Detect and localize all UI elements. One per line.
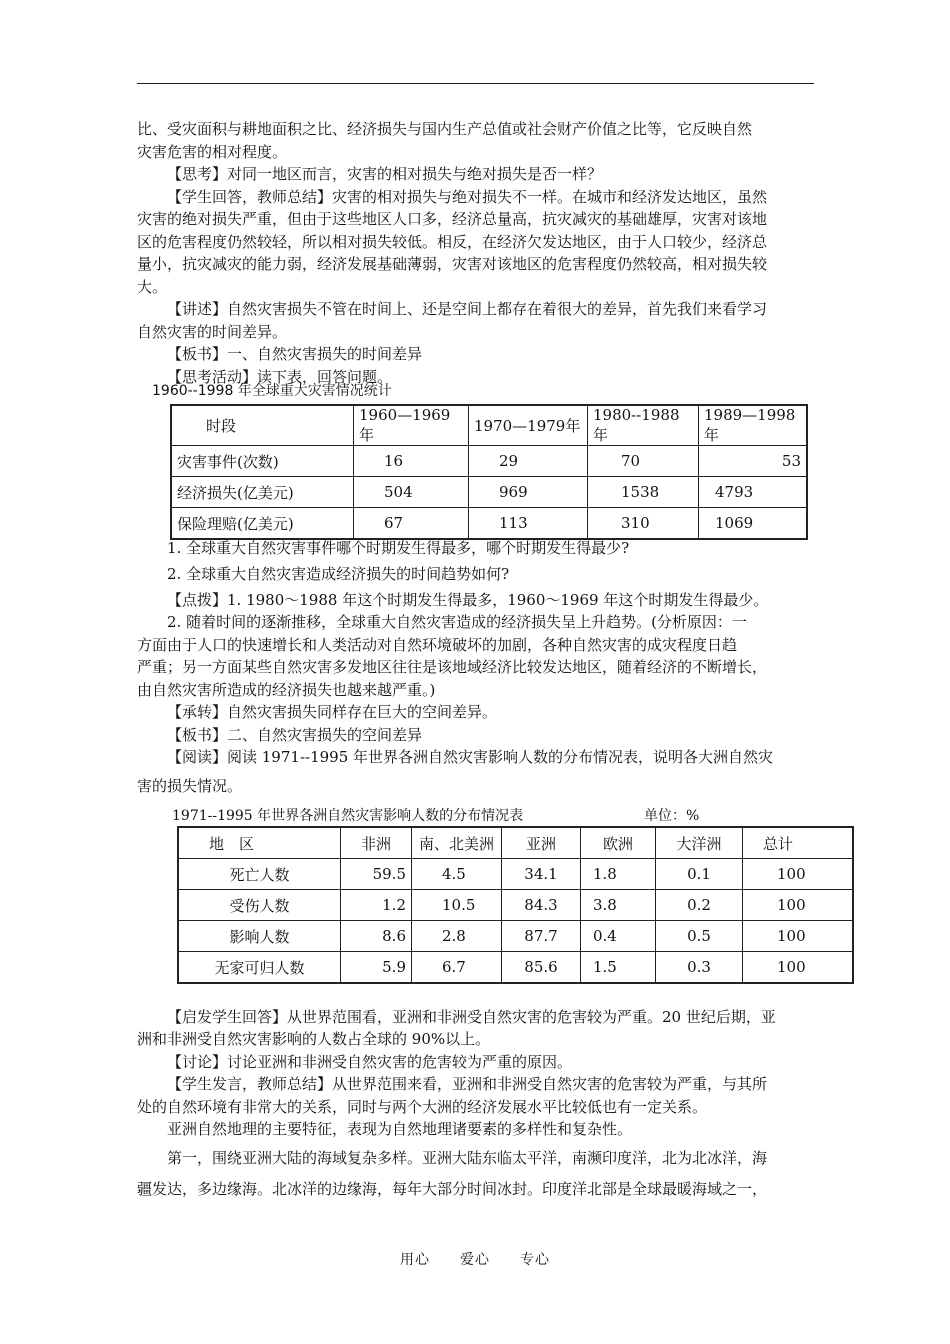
table-cell: 10.5	[412, 890, 502, 921]
hint-line: 方面由于人口的快速增长和人类活动对自然环境破坏的加剧，各种自然灾害的成灾程度日趋	[137, 636, 738, 654]
table-cell: 0.5	[656, 921, 743, 952]
continent-impact-table	[177, 826, 854, 984]
table-header-cell: 1960—1969年	[354, 405, 469, 446]
table-row	[171, 508, 807, 540]
table-cell: 100	[743, 859, 854, 890]
table-header-cell: 大洋洲	[656, 827, 743, 859]
paragraph-line: 比、受灾面积与耕地面积之比、经济损失与国内生产总值或社会财产价值之比等，它反映自然	[137, 120, 753, 138]
table-cell: 29	[469, 446, 588, 477]
table-cell: 1.2	[341, 890, 412, 921]
table-cell: 504	[354, 477, 469, 508]
table1-title: 1960--1998 年全球重大灾害情况统计	[152, 383, 392, 399]
table-header-cell: 亚洲	[502, 827, 581, 859]
answer-line: 【学生回答，教师总结】灾害的相对损失与绝对损失不一样。在城市和经济发达地区，虽然	[167, 188, 768, 206]
table-cell: 受伤人数	[178, 890, 341, 921]
first-point-line: 疆发达，多边缘海。北冰洋的边缘海，每年大部分时间冰封。印度洋北部是全球最暖海域之一，	[137, 1180, 768, 1198]
table-cell: 100	[743, 952, 854, 984]
table-cell: 70	[588, 446, 699, 477]
table-cell: 8.6	[341, 921, 412, 952]
table-header-cell: 时段	[171, 405, 354, 446]
table-cell: 0.3	[656, 952, 743, 984]
table-cell: 59.5	[341, 859, 412, 890]
table-cell: 85.6	[502, 952, 581, 984]
table-header-cell: 1989—1998年	[699, 405, 808, 446]
table-header-cell: 1970—1979年	[469, 405, 588, 446]
table-cell: 1.8	[581, 859, 656, 890]
table-cell: 灾害事件(次数)	[171, 446, 354, 477]
table-cell: 310	[588, 508, 699, 540]
hint-line: 2. 随着时间的逐渐推移，全球重大自然灾害造成的经济损失呈上升趋势。(分析原因：一	[167, 613, 747, 631]
table-cell: 保险理赔(亿美元)	[171, 508, 354, 540]
table-cell: 16	[354, 446, 469, 477]
table-cell: 5.9	[341, 952, 412, 984]
table-row	[178, 890, 853, 921]
table-cell: 53	[699, 446, 808, 477]
paragraph-line: 灾害危害的相对程度。	[137, 143, 288, 161]
question-2: 2. 全球重大自然灾害造成经济损失的时间趋势如何?	[167, 565, 510, 583]
disaster-stats-table	[170, 404, 808, 540]
table-header-cell: 欧洲	[581, 827, 656, 859]
table-cell: 100	[743, 890, 854, 921]
table-header-row	[178, 827, 853, 859]
table-cell: 0.4	[581, 921, 656, 952]
table-cell: 经济损失(亿美元)	[171, 477, 354, 508]
activity-prompt: 【思考活动】读下表，回答问题。	[167, 368, 393, 386]
table2-title: 1971--1995 年世界各洲自然灾害影响人数的分布情况表	[172, 808, 524, 824]
table-header-cell: 地 区	[178, 827, 341, 859]
inspire-line: 洲和非洲受自然灾害影响的人数占全球的 90%以上。	[137, 1030, 491, 1048]
lecture-line: 【讲述】自然灾害损失不管在时间上、还是空间上都存在着很大的差异，首先我们来看学习	[167, 300, 768, 318]
table-cell: 2.8	[412, 921, 502, 952]
read-line: 害的损失情况。	[137, 777, 243, 795]
table-cell: 1069	[699, 508, 808, 540]
transition-line: 【承转】自然灾害损失同样存在巨大的空间差异。	[167, 703, 498, 721]
table-cell: 0.2	[656, 890, 743, 921]
table-cell: 67	[354, 508, 469, 540]
table-cell: 6.7	[412, 952, 502, 984]
table-cell: 死亡人数	[178, 859, 341, 890]
table-cell: 3.8	[581, 890, 656, 921]
answer-line: 灾害的绝对损失严重，但由于这些地区人口多，经济总量高，抗灾减灾的基础雄厚，灾害对该地	[137, 210, 768, 228]
board-heading-1: 【板书】一、自然灾害损失的时间差异	[167, 345, 423, 363]
table2-caption	[172, 805, 772, 825]
table-cell: 0.1	[656, 859, 743, 890]
question-1: 1. 全球重大自然灾害事件哪个时期发生得最多，哪个时期发生得最少?	[167, 539, 630, 557]
table-cell: 无家可归人数	[178, 952, 341, 984]
table-cell: 影响人数	[178, 921, 341, 952]
table-cell: 34.1	[502, 859, 581, 890]
table-header-row	[171, 405, 807, 446]
table2-unit: 单位：%	[644, 808, 700, 824]
table-header-cell: 南、北美洲	[412, 827, 502, 859]
think-question: 【思考】对同一地区而言，灾害的相对损失与绝对损失是否一样？	[167, 165, 603, 183]
discuss-line: 【讨论】讨论亚洲和非洲受自然灾害的危害较为严重的原因。	[167, 1053, 573, 1071]
header-rule	[137, 83, 814, 84]
table-header-cell: 1980--1988年	[588, 405, 699, 446]
hint-line: 严重；另一方面某些自然灾害多发地区往往是该地域经济比较发达地区，随着经济的不断增长，	[137, 658, 768, 676]
answer-line: 量小，抗灾减灾的能力弱，经济发展基础薄弱，灾害对该地区的危害程度仍然较高，相对损失较	[137, 255, 768, 273]
lecture-line: 自然灾害的时间差异。	[137, 323, 288, 341]
page-footer: 用心 爱心 专心	[400, 1252, 550, 1268]
table-row	[178, 921, 853, 952]
table-row	[178, 859, 853, 890]
first-point-line: 第一，围绕亚洲大陆的海域复杂多样。亚洲大陆东临太平洋，南濒印度洋，北为北冰洋，海	[167, 1149, 768, 1167]
table-row	[178, 952, 853, 984]
table-cell: 87.7	[502, 921, 581, 952]
table-row	[171, 477, 807, 508]
table-cell: 1.5	[581, 952, 656, 984]
speak-line: 处的自然环境有非常大的关系，同时与两个大洲的经济发展水平比较低也有一定关系。	[137, 1098, 708, 1116]
read-line: 【阅读】阅读 1971--1995 年世界各洲自然灾害影响人数的分布情况表，说明各大洲自然灾	[167, 748, 774, 766]
table-header-cell: 总计	[743, 827, 854, 859]
speak-line: 【学生发言，教师总结】从世界范围来看，亚洲和非洲受自然灾害的危害较为严重，与其所	[167, 1075, 768, 1093]
hint-line: 由自然灾害所造成的经济损失也越来越严重。)	[137, 681, 436, 699]
table-cell: 1538	[588, 477, 699, 508]
board-heading-2: 【板书】二、自然灾害损失的空间差异	[167, 726, 423, 744]
inspire-line: 【启发学生回答】从世界范围看，亚洲和非洲受自然灾害的危害较为严重。20 世纪后期，亚	[167, 1008, 776, 1026]
table-row	[171, 446, 807, 477]
hint-line: 【点拨】1. 1980～1988 年这个时期发生得最多，1960～1969 年这个时期发生得最少。	[167, 591, 769, 609]
table-cell: 84.3	[502, 890, 581, 921]
answer-line: 区的危害程度仍然较轻，所以相对损失较低。相反，在经济欠发达地区，由于人口较少，经济总	[137, 233, 768, 251]
answer-line: 大。	[137, 278, 168, 296]
table-cell: 113	[469, 508, 588, 540]
table-cell: 4.5	[412, 859, 502, 890]
asia-main-line: 亚洲自然地理的主要特征，表现为自然地理诸要素的多样性和复杂性。	[167, 1120, 633, 1138]
table-cell: 969	[469, 477, 588, 508]
table-header-cell: 非洲	[341, 827, 412, 859]
table-cell: 4793	[699, 477, 808, 508]
table-cell: 100	[743, 921, 854, 952]
